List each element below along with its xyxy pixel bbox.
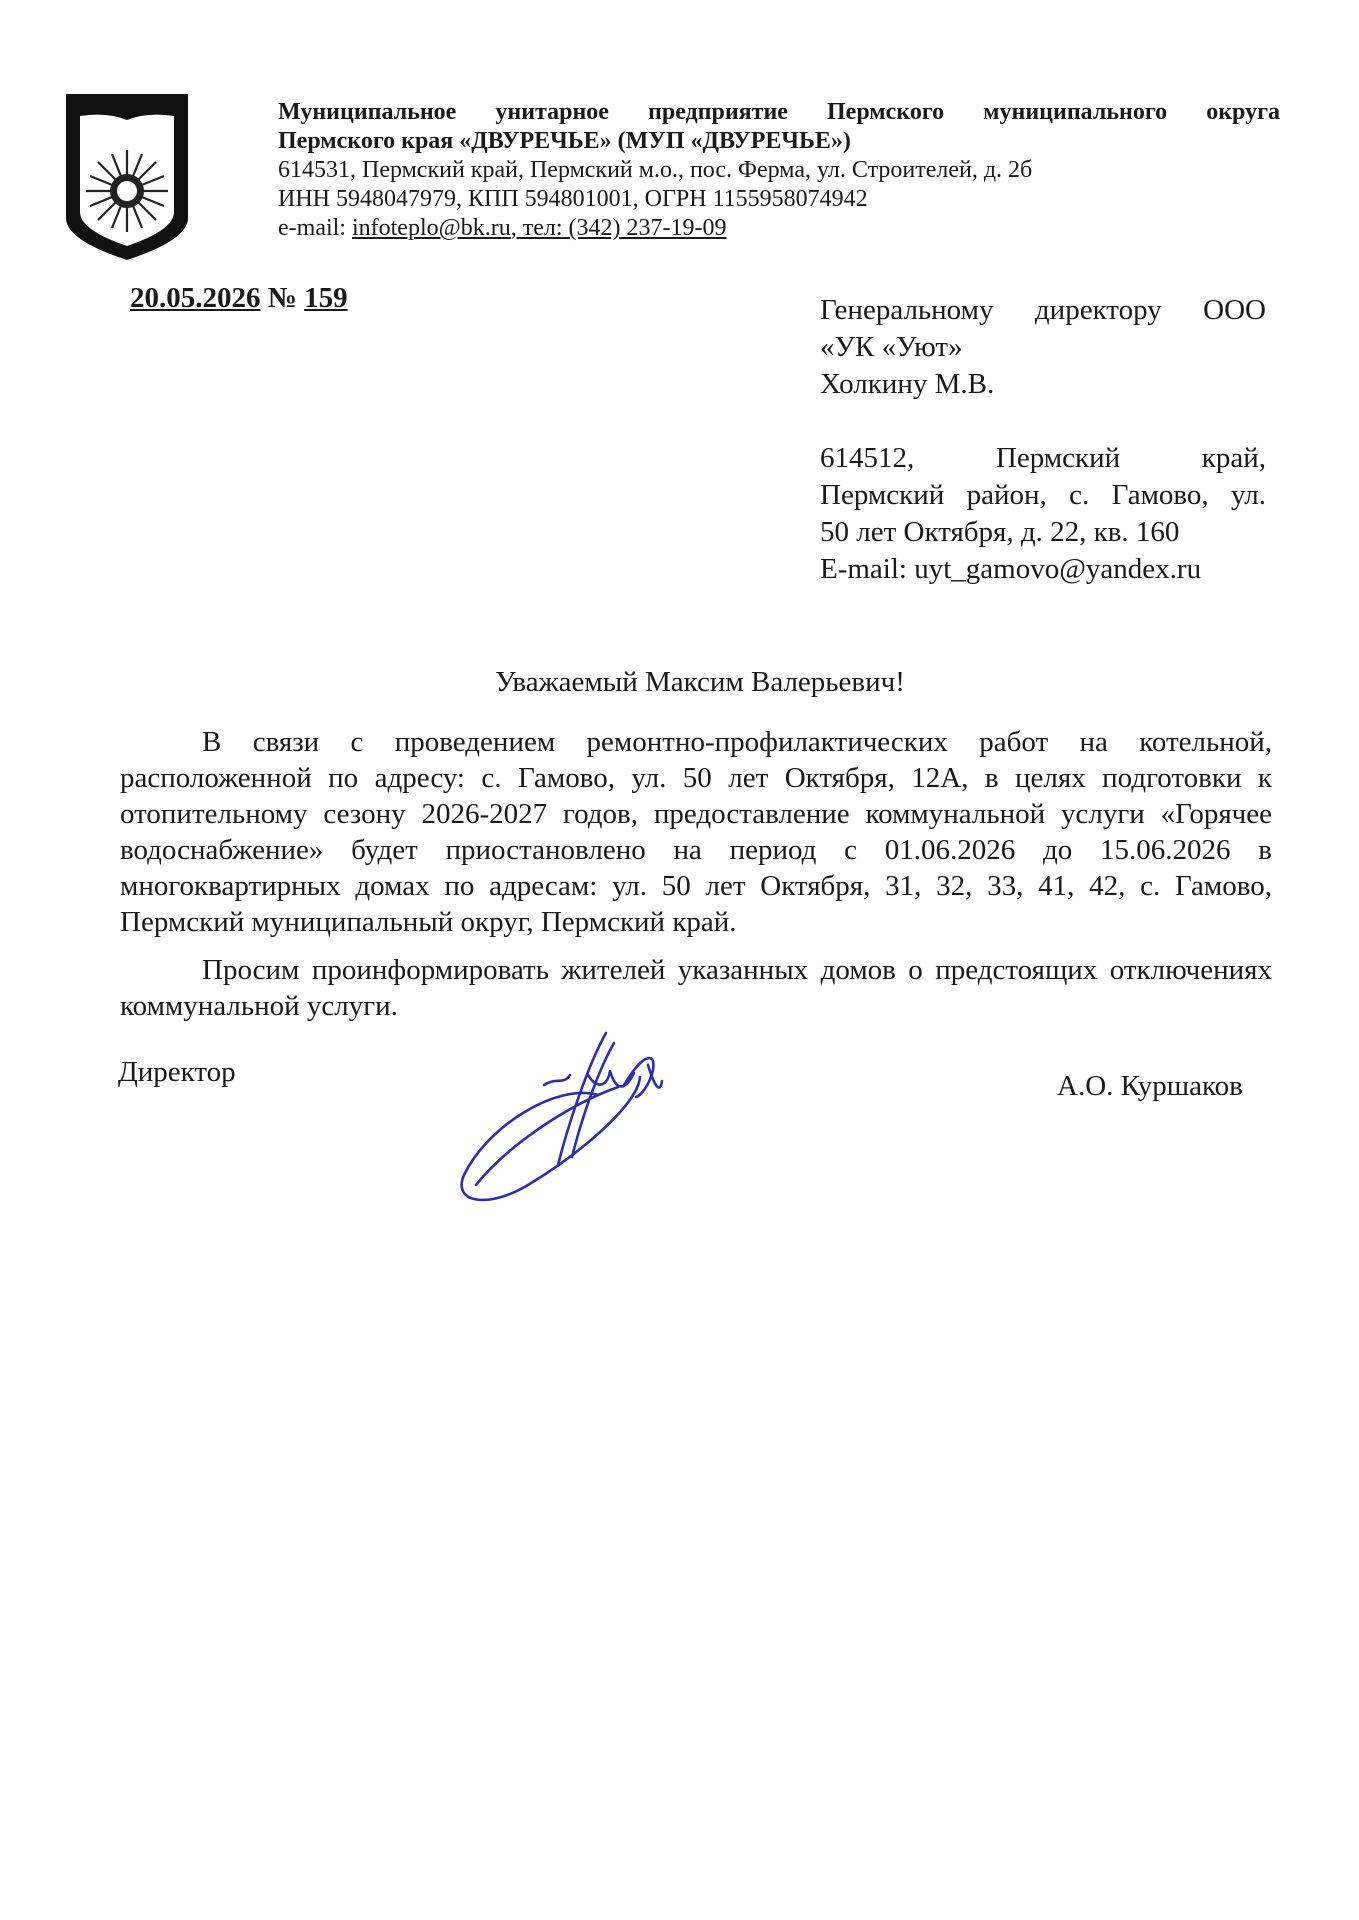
addressee-position: Генеральному директору ООО bbox=[820, 294, 1266, 326]
org-contacts bbox=[278, 214, 1280, 243]
addressee-email: E-mail: uyt_gamovo@yandex.ru bbox=[820, 553, 1202, 585]
org-phone: , тел: (342) 237-19-09 bbox=[510, 215, 727, 241]
body-paragraph-2: Просим проинформировать жителей указанных домов о предстоящих отключениях коммунальной услуги. bbox=[120, 954, 1272, 1022]
org-name-line1: Муниципальное унитарное предприятие Пермского муниципального округа bbox=[278, 99, 1280, 125]
document-date: 20.05.2026 bbox=[130, 282, 261, 314]
letterhead bbox=[278, 98, 1280, 243]
org-name-line2: Пермского края «ДВУРЕЧЬЕ» (МУП «ДВУРЕЧЬЕ») bbox=[278, 128, 851, 154]
addressee-address-line3: 50 лет Октября, д. 22, кв. 160 bbox=[820, 516, 1180, 548]
number-sign: № bbox=[260, 282, 305, 314]
contact-prefix: e-mail: bbox=[278, 215, 352, 241]
addressee-address-line2: Пермский район, с. Гамово, ул. bbox=[820, 479, 1266, 511]
document-reference bbox=[130, 282, 348, 315]
signatory-title: Директор bbox=[118, 1056, 236, 1088]
document-number: 159 bbox=[304, 282, 348, 314]
org-address: 614531, Пермский край, Пермский м.о., пос. Ферма, ул. Строителей, д. 2б bbox=[278, 157, 1033, 183]
org-email-link[interactable]: infoteplo@bk.ru bbox=[351, 215, 511, 241]
addressee-address-line1: 614512, Пермский край, bbox=[820, 442, 1266, 474]
addressee-company: «УК «Уют» bbox=[820, 331, 963, 363]
signatory-name: А.О. Куршаков bbox=[1057, 1070, 1243, 1102]
addressee-person: Холкину М.В. bbox=[820, 368, 995, 400]
coat-of-arms-sun-icon bbox=[62, 90, 192, 262]
handwritten-signature-icon bbox=[448, 1025, 683, 1213]
body-paragraph-1: В связи с проведением ремонтно-профилактических работ на котельной, расположенной по адресу: с. Гамово, ул. 50 лет Октября, 12А, в целях подготовки к отопительному сезону 2026-2027 годов, предоставление коммунальной услуги «Горячее водоснабжение» будет приостановлено на период с 01.06.2026 до 15.06.2026 в многоквартирных домах по адресам: ул. 50 лет Октября, 31, 32, 33, 41, 42, с. Гамово, Пермский муниципальный округ, Пермский край. bbox=[120, 726, 1272, 938]
salutation: Уважаемый Максим Валерьевич! bbox=[495, 666, 905, 698]
addressee-block bbox=[820, 292, 1266, 588]
org-registration: ИНН 5948047979, КПП 594801001, ОГРН 1155958074942 bbox=[278, 186, 868, 212]
